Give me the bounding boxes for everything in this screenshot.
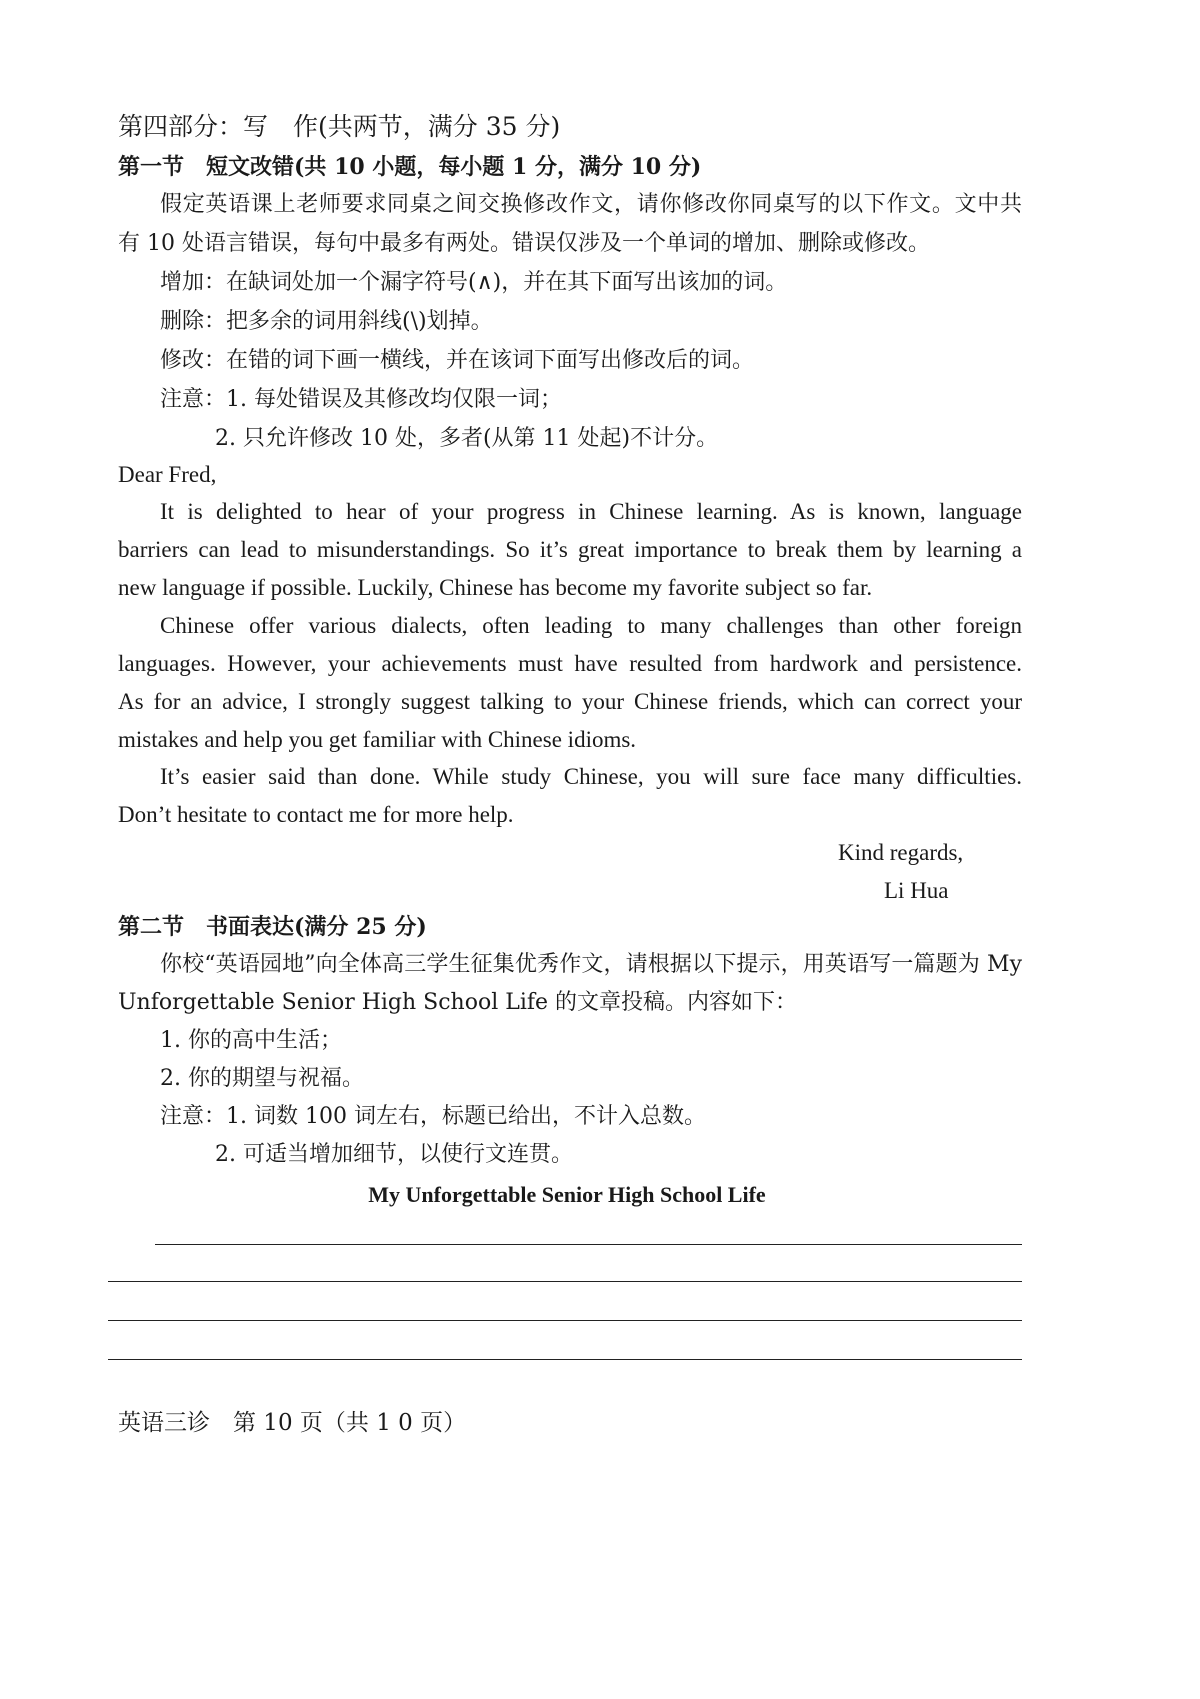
writing-prompt-line: 你校“英语园地”向全体高三学生征集优秀作文，请根据以下提示，用英语写一篇题为 My [160,952,1022,977]
writing-prompt-line: Unforgettable Senior High School Life 的文章投稿。内容如下： [118,990,798,1015]
letter-line: languages. However, your achievements must have resulted from hardwork and persistence. [118,651,1022,676]
instruction-modify: 修改：在错的词下画一横线，并在该词下面写出修改后的词。 [160,348,755,373]
answer-line[interactable] [108,1320,1022,1321]
letter-signature: Li Hua [884,878,949,903]
instruction-line: 假定英语课上老师要求同桌之间交换修改作文，请你修改你同桌写的以下作文。文中共 [160,192,1022,217]
letter-line: new language if possible. Luckily, Chinese has become my favorite subject so far. [118,575,873,600]
section1-heading: 第一节 短文改错(共 10 小题，每小题 1 分，满分 10 分) [118,154,702,180]
section2-heading: 第二节 书面表达(满分 25 分) [118,914,427,940]
writing-point: 1. 你的高中生活； [160,1028,342,1053]
answer-line[interactable] [108,1359,1022,1360]
letter-closing: Kind regards, [838,840,964,865]
letter-line: As for an advice, I strongly suggest talking to your Chinese friends, which can correct your [118,689,1022,714]
letter-line: barriers can lead to misunderstandings. So it’s great importance to break them by learning a [118,537,1022,562]
letter-line: mistakes and help you get familiar with Chinese idioms. [118,727,637,752]
writing-point: 2. 你的期望与祝福。 [160,1066,364,1091]
page-footer: 英语三诊 第 10 页（共 1 0 页） [118,1410,467,1436]
answer-line[interactable] [108,1281,1022,1282]
instruction-delete: 删除：把多余的词用斜线(\)划掉。 [160,309,493,334]
writing-note-1: 注意：1. 词数 100 词左右，标题已给出，不计入总数。 [160,1104,706,1129]
essay-title: My Unforgettable Senior High School Life [368,1182,766,1207]
writing-note-2: 2. 可适当增加细节，以使行文连贯。 [215,1142,573,1167]
letter-line: It’s easier said than done. While study Chinese, you will sure face many difficulties. [160,764,1022,789]
letter-salutation: Dear Fred, [118,462,217,487]
answer-line[interactable] [155,1244,1022,1245]
instruction-add: 增加：在缺词处加一个漏字符号(∧)，并在其下面写出该加的词。 [160,270,788,295]
letter-line: Chinese offer various dialects, often leading to many challenges than other foreign [160,613,1022,638]
instruction-note-1: 注意：1. 每处错误及其修改均仅限一词； [160,387,562,412]
letter-line: Don’t hesitate to contact me for more help. [118,802,514,827]
instruction-line: 有 10 处语言错误，每句中最多有两处。错误仅涉及一个单词的增加、删除或修改。 [118,231,930,256]
instruction-note-2: 2. 只允许修改 10 处，多者(从第 11 处起)不计分。 [215,426,719,451]
letter-line: It is delighted to hear of your progress in Chinese learning. As is known, language [160,499,1022,524]
part-title: 第四部分：写 作(共两节，满分 35 分) [118,112,561,141]
